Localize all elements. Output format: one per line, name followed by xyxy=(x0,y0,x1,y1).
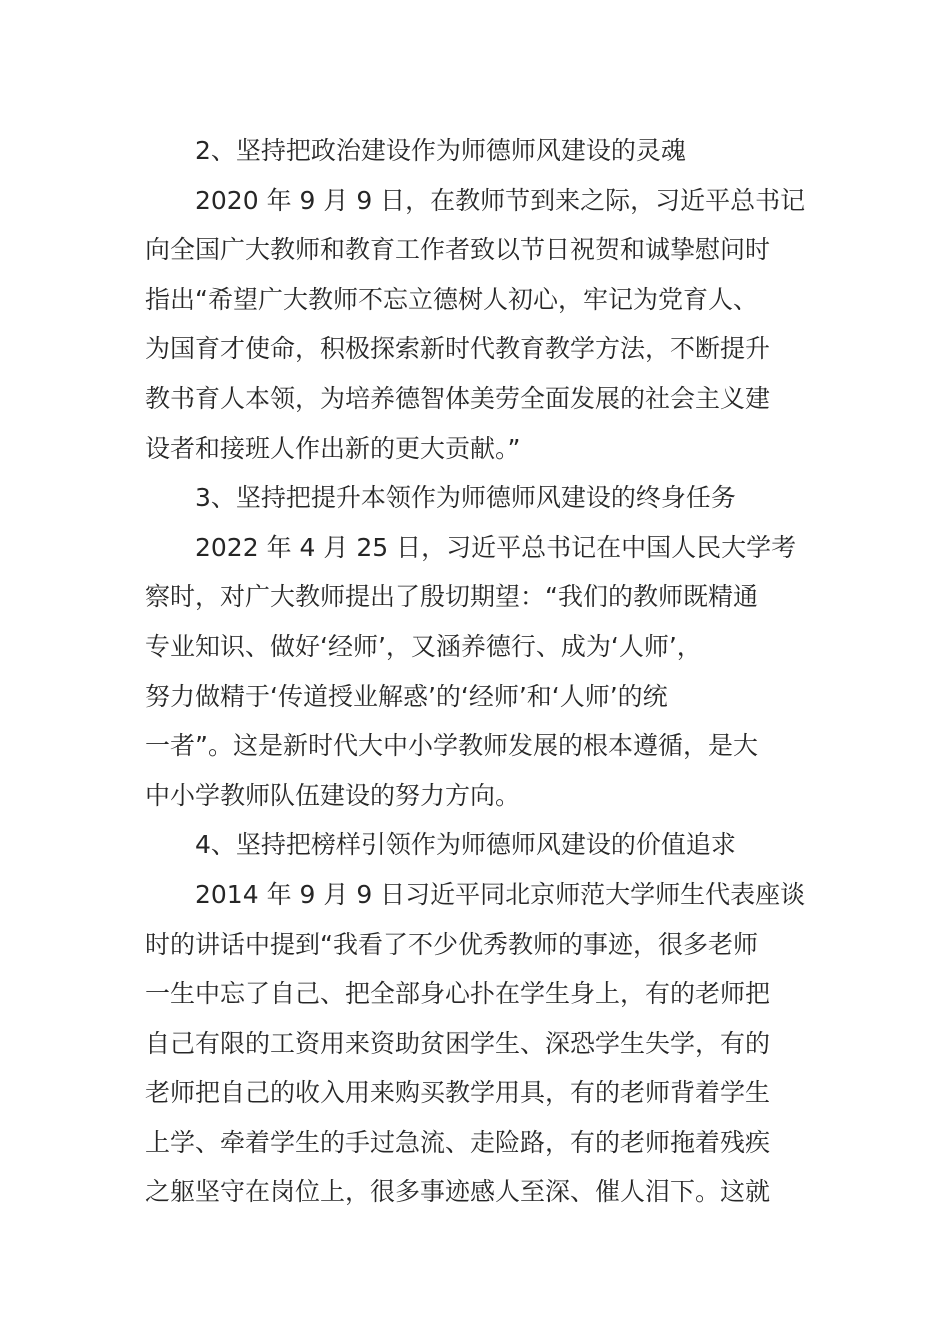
paragraph-line: 一生中忘了自己、把全部身心扑在学生身上，有的老师把 xyxy=(145,979,771,1009)
paragraph-line: 为国育才使命，积极探索新时代教育教学方法，不断提升 xyxy=(145,334,771,364)
section-heading-3: 3、坚持把提升本领作为师德师风建设的终身任务 xyxy=(195,483,736,513)
section-heading-2: 2、坚持把政治建设作为师德师风建设的灵魂 xyxy=(195,136,686,165)
paragraph-line: 向全国广大教师和教育工作者致以节日祝贺和诚挚慰问时 xyxy=(145,235,771,265)
paragraph-line: 2014 年 9 月 9 日习近平同北京师范大学师生代表座谈 xyxy=(195,879,806,909)
paragraph-line: 老师把自己的收入用来购买教学用具，有的老师背着学生 xyxy=(145,1078,771,1108)
paragraph-line: 中小学教师队伍建设的努力方向。 xyxy=(145,780,521,810)
paragraph-line: 设者和接班人作出新的更大贡献。” xyxy=(145,433,521,463)
paragraph-line: 自己有限的工资用来资助贫困学生、深恐学生失学，有的 xyxy=(145,1028,771,1058)
document-body xyxy=(145,126,807,1217)
paragraph-line: 努力做精于‘传道授业解惑’的‘经师’和‘人师’的统 xyxy=(145,681,668,711)
paragraph-line: 2022 年 4 月 25 日，习近平总书记在中国人民大学考 xyxy=(195,532,797,562)
paragraph-line: 2020 年 9 月 9 日，在教师节到来之际，习近平总书记 xyxy=(195,185,806,215)
paragraph-line: 指出“希望广大教师不忘立德树人初心，牢记为党育人、 xyxy=(145,284,758,314)
paragraph-line: 时的讲话中提到“我看了不少优秀教师的事迹，很多老师 xyxy=(145,929,758,959)
section-heading-4: 4、坚持把榜样引领作为师德师风建设的价值追求 xyxy=(195,830,736,860)
paragraph-line: 教书育人本领，为培养德智体美劳全面发展的社会主义建 xyxy=(145,383,771,413)
paragraph-line: 上学、牵着学生的手过急流、走险路，有的老师拖着残疾 xyxy=(145,1127,771,1157)
paragraph-line: 一者”。这是新时代大中小学教师发展的根本遵循，是大 xyxy=(145,731,758,761)
paragraph-line: 专业知识、做好‘经师’，又涵养德行、成为‘人师’， xyxy=(145,631,702,661)
paragraph-line: 之躯坚守在岗位上，很多事迹感人至深、催人泪下。这就 xyxy=(145,1177,771,1207)
paragraph-line: 察时，对广大教师提出了殷切期望：“我们的教师既精通 xyxy=(145,582,758,612)
